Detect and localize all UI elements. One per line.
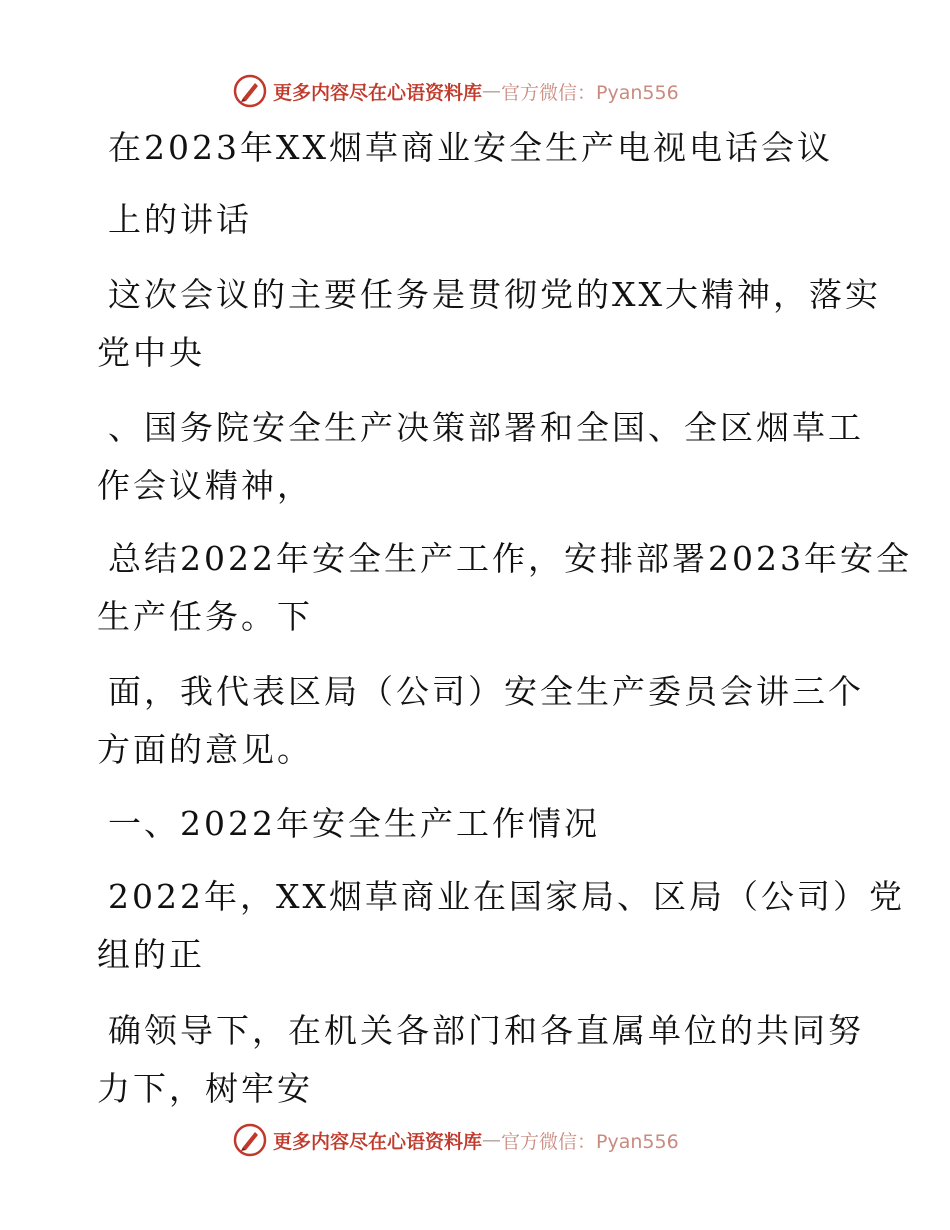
doc-line: 组的正 xyxy=(97,935,205,974)
doc-line: 在2023年XX烟草商业安全生产电视电话会议 xyxy=(108,128,833,167)
doc-line: 、国务院安全生产决策部署和全国、全区烟草工 xyxy=(108,408,864,447)
doc-line: 面，我代表区局（公司）安全生产委员会讲三个 xyxy=(108,672,864,711)
doc-line: 力下，树牢安 xyxy=(97,1069,313,1108)
watermark-brand: 更多内容尽在心语资料库 xyxy=(273,1130,483,1153)
doc-line: 这次会议的主要任务是贯彻党的XX大精神，落实 xyxy=(108,275,881,314)
doc-line: 生产任务。下 xyxy=(97,597,313,636)
doc-line: 确领导下，在机关各部门和各直属单位的共同努 xyxy=(108,1011,864,1050)
pen-logo-icon xyxy=(233,1123,267,1157)
doc-line: 党中央 xyxy=(97,333,205,372)
doc-line: 上的讲话 xyxy=(108,200,252,239)
footer-watermark xyxy=(233,1120,753,1160)
doc-line: 方面的意见。 xyxy=(97,730,313,769)
watermark-contact: 官方微信：Pyan556 xyxy=(501,81,679,104)
watermark-separator: — xyxy=(482,1129,502,1151)
watermark-separator: — xyxy=(482,80,502,102)
doc-line: 作会议精神， xyxy=(97,466,313,505)
doc-line: 总结2022年安全生产工作，安排部署2023年安全 xyxy=(108,539,912,578)
doc-line: 2022年，XX烟草商业在国家局、区局（公司）党 xyxy=(108,877,905,916)
doc-line: 一、2022年安全生产工作情况 xyxy=(108,804,600,843)
watermark-brand: 更多内容尽在心语资料库 xyxy=(273,81,483,104)
watermark-contact: 官方微信：Pyan556 xyxy=(501,1130,679,1153)
